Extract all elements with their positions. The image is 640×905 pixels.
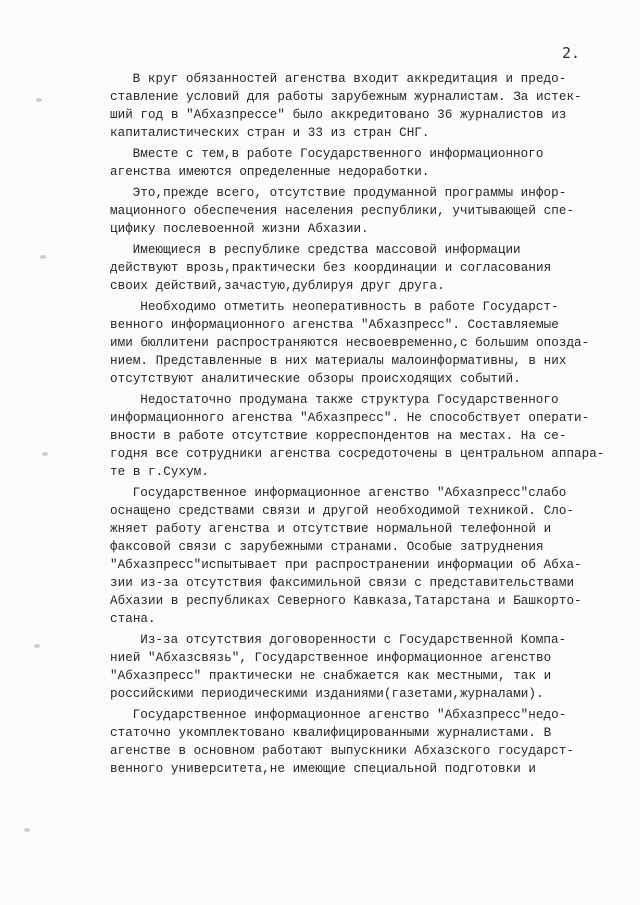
scan-speck bbox=[40, 255, 46, 259]
text-line: ставление условий для работы зарубежным журналистам. За истек- bbox=[110, 90, 582, 104]
text-line: Необходимо отметить неоперативность в работе Государст- bbox=[140, 300, 559, 314]
text-line: Имеющиеся в республике средства массовой информации bbox=[132, 243, 521, 257]
text-line: агенстве в основном работают выпускники Абхазского государст- bbox=[110, 744, 575, 758]
text-line: своих действий,зачастую,дублируя друг друга. bbox=[110, 279, 445, 293]
text-line: Государственное информационное агенство "Абхазпресс"слабо bbox=[132, 486, 567, 500]
text-line: ими бюллитени распространяются несвоевременно,с большим опозда- bbox=[110, 336, 590, 350]
text-line: факсовой связи с зарубежными странами. Особые затруднения bbox=[110, 540, 544, 554]
scan-speck bbox=[34, 644, 40, 648]
text-line: статочно укомплектовано квалифицированными журналистами. В bbox=[110, 726, 552, 740]
text-line: агенства имеются определенные недоработки. bbox=[110, 165, 430, 179]
text-line: венного университета,не имеющие специальной подготовки и bbox=[110, 762, 537, 776]
document-body bbox=[110, 70, 610, 778]
text-line: Это,прежде всего, отсутствие продуманной программы инфор- bbox=[132, 186, 567, 200]
text-line: "Абхазпресс"испытывает при распространении информации об Абха- bbox=[110, 558, 582, 572]
paragraph bbox=[110, 145, 610, 181]
text-line: Недостаточно продумана также структура Государственного bbox=[140, 393, 559, 407]
text-line: информационного агенства "Абхазпресс". Не способствует операти- bbox=[110, 411, 590, 425]
text-line: Государственное информационное агенство "Абхазпресс"недо- bbox=[132, 708, 567, 722]
paragraph bbox=[110, 706, 610, 778]
scan-speck bbox=[36, 98, 42, 102]
text-line: венного информационного агенства "Абхазпресс". Составляемые bbox=[110, 318, 559, 332]
text-line: действуют врозь,практически без координации и согласования bbox=[110, 261, 552, 275]
paragraph bbox=[110, 298, 610, 388]
text-line: ший год в "Абхазпрессе" было аккредитовано 36 журналистов из bbox=[110, 108, 567, 122]
text-line: нием. Представленные в них материалы малоинформативны, в них bbox=[110, 354, 567, 368]
text-line: отсутствуют аналитические обзоры происходящих событий. bbox=[110, 372, 521, 386]
text-line: Абхазии в республиках Северного Кавказа,Татарстана и Башкорто- bbox=[110, 594, 582, 608]
text-line: те в г.Сухум. bbox=[110, 465, 209, 479]
text-line: зии из-за отсутствия факсимильной связи с представительствами bbox=[110, 576, 575, 590]
text-line: нией "Абхазсвязь", Государственное информационное агенство bbox=[110, 651, 552, 665]
text-line: годня все сотрудники агенства сосредоточены в центральном аппара- bbox=[110, 447, 605, 461]
paragraph bbox=[110, 184, 610, 238]
paragraph bbox=[110, 70, 610, 142]
text-line: мационного обеспечения населения республики, учитывающей спе- bbox=[110, 204, 575, 218]
paragraph bbox=[110, 631, 610, 703]
text-line: В круг обязанностей агенства входит аккредитация и предо- bbox=[132, 72, 567, 86]
text-line: капиталистических стран и 33 из стран СНГ. bbox=[110, 126, 430, 140]
text-line: цифику послевоенной жизни Абхазии. bbox=[110, 222, 369, 236]
scan-speck bbox=[42, 452, 48, 456]
paragraph bbox=[110, 484, 610, 628]
text-line: оснащено средствами связи и другой необходимой техникой. Сло- bbox=[110, 504, 575, 518]
text-line: Вместе с тем,в работе Государственного информационного bbox=[132, 147, 544, 161]
scan-speck bbox=[24, 828, 30, 832]
text-line: российскими периодическими изданиями(газетами,журналами). bbox=[110, 687, 544, 701]
text-line: "Абхазпресс" практически не снабжается как местными, так и bbox=[110, 669, 552, 683]
text-line: вности в работе отсутствие корреспондентов на местах. На се- bbox=[110, 429, 567, 443]
text-line: Из-за отсутствия договоренности с Государственной Компа- bbox=[140, 633, 567, 647]
text-line: жняет работу агенства и отсутствие нормальной телефонной и bbox=[110, 522, 552, 536]
text-line: стана. bbox=[110, 612, 156, 626]
page-number: 2. bbox=[562, 44, 581, 62]
paragraph bbox=[110, 241, 610, 295]
paragraph bbox=[110, 391, 610, 481]
